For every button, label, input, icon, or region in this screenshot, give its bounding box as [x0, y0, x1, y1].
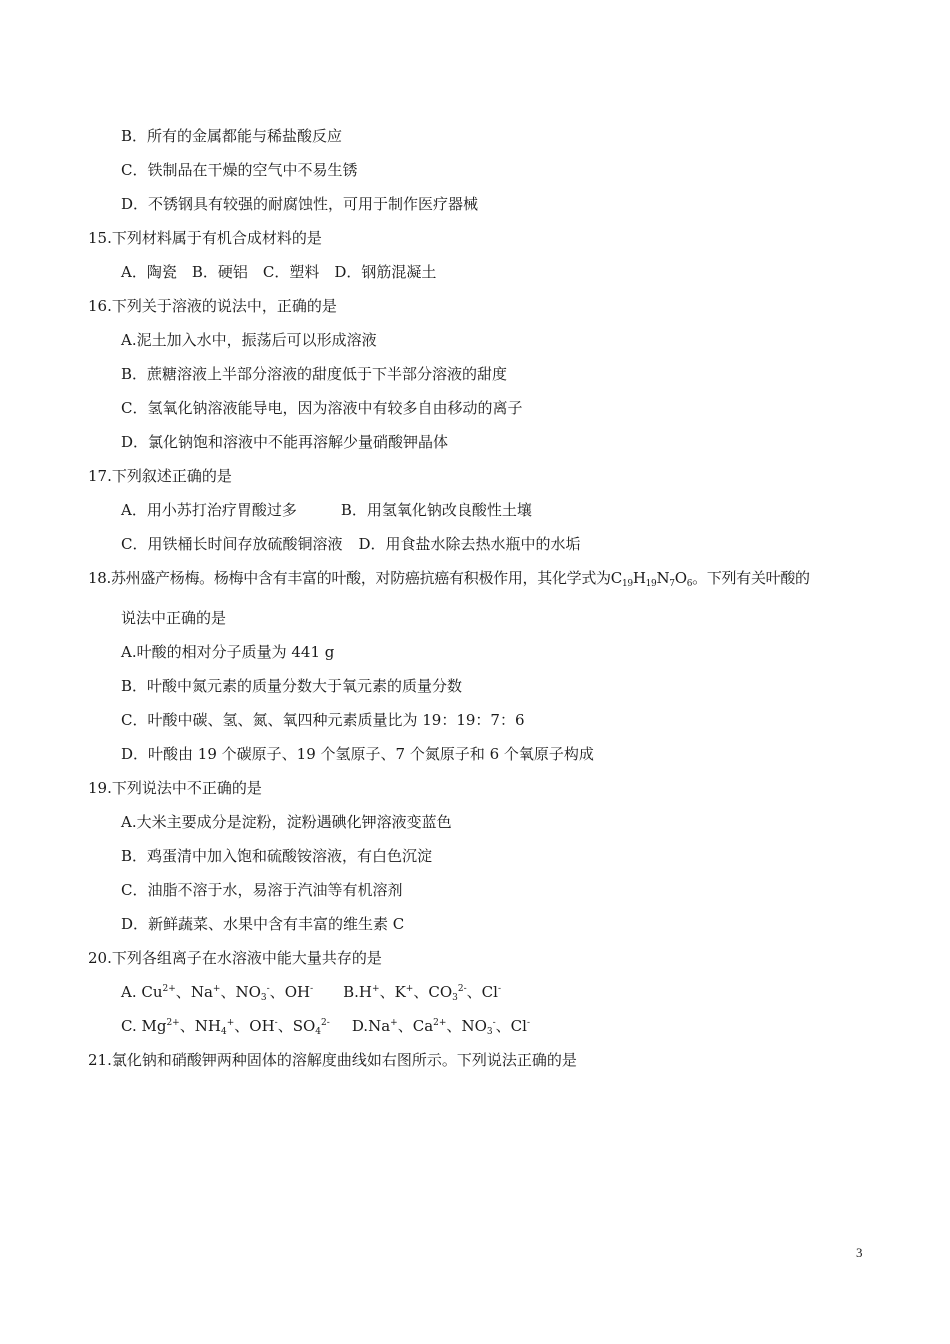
q18-text-start: 18.苏州盛产杨梅。杨梅中含有丰富的叶酸，对防癌抗癌有积极作用，其化学式为 [88, 569, 611, 587]
q14-option-b: B．所有的金属都能与稀盐酸反应 [121, 127, 343, 145]
q18-option-b: B．叶酸中氮元素的质量分数大于氧元素的质量分数 [121, 677, 463, 695]
q20-option-c: C. $Mg^{2+}$、$NH_4^+$、OH-、$SO_4^{2-}$ [121, 1017, 330, 1037]
q20-option-b: B.H+、K+、$CO_3^{2-}$、Cl- [343, 983, 501, 1003]
page-number: 3 [856, 1245, 863, 1260]
q19-option-b: B．鸡蛋清中加入饱和硫酸铵溶液，有白色沉淀 [121, 847, 433, 865]
question-19: 19.下列说法中不正确的是 [88, 779, 262, 797]
q16-option-a: A.泥土加入水中，振荡后可以形成溶液 [121, 331, 377, 349]
q18-option-c: C．叶酸中碳、氢、氮、氧四种元素质量比为 19：19：7：6 [121, 711, 525, 729]
q19-option-d: D．新鲜蔬菜、水果中含有丰富的维生素 C [121, 915, 405, 933]
q17-options-cd [121, 534, 581, 554]
q18-continuation: 说法中正确的是 [121, 609, 227, 627]
q18-text-end: 。下列有关叶酸的 [692, 569, 810, 587]
q20-options-ab [121, 982, 501, 1002]
question-20: 20.下列各组离子在水溶液中能大量共存的是 [88, 949, 382, 967]
q17-option-d: D．用食盐水除去热水瓶中的水垢 [358, 535, 581, 553]
question-15: 15.下列材料属于有机合成材料的是 [88, 229, 322, 247]
q18-option-a: A.叶酸的相对分子质量为 441 g [121, 643, 335, 661]
q15-options: A．陶瓷 B．硬铝 C．塑料 D．钢筋混凝土 [121, 263, 437, 281]
q14-option-d: D．不锈钢具有较强的耐腐蚀性，可用于制作医疗器械 [121, 195, 479, 213]
question-16: 16.下列关于溶液的说法中，正确的是 [88, 297, 337, 315]
q18-option-d: D．叶酸由 19 个碳原子、19 个氢原子、7 个氮原子和 6 个氧原子构成 [121, 745, 594, 763]
q16-option-c: C．氢氧化钠溶液能导电，因为溶液中有较多自由移动的离子 [121, 399, 523, 417]
q19-option-c: C．油脂不溶于水，易溶于汽油等有机溶剂 [121, 881, 403, 899]
q20-options-cd [121, 1016, 530, 1036]
q14-option-c: C．铁制品在干燥的空气中不易生锈 [121, 161, 358, 179]
folic-acid-formula: $C_{19}H_{19}N_7O_6$ [610, 569, 693, 589]
question-21: 21.氯化钠和硝酸钾两种固体的溶解度曲线如右图所示。下列说法正确的是 [88, 1051, 577, 1069]
q20-option-d: D.Na+、$Ca^{2+}$、$NO_3^-$、Cl- [351, 1017, 530, 1037]
q17-option-c: C．用铁桶长时间存放硫酸铜溶液 [121, 535, 343, 553]
question-18 [88, 568, 810, 588]
q16-option-d: D．氯化钠饱和溶液中不能再溶解少量硝酸钾晶体 [121, 433, 449, 451]
question-17: 17.下列叙述正确的是 [88, 467, 232, 485]
q17-option-b: B．用氢氧化钠改良酸性土壤 [340, 501, 532, 519]
q17-option-a: A．用小苏打治疗胃酸过多 [121, 501, 297, 519]
q17-options-ab [121, 500, 532, 520]
q19-option-a: A.大米主要成分是淀粉，淀粉遇碘化钾溶液变蓝色 [121, 813, 452, 831]
q20-option-a: A. $Cu^{2+}$、Na+、$NO_3^-$、OH- [121, 983, 314, 1003]
q16-option-b: B．蔗糖溶液上半部分溶液的甜度低于下半部分溶液的甜度 [121, 365, 508, 383]
